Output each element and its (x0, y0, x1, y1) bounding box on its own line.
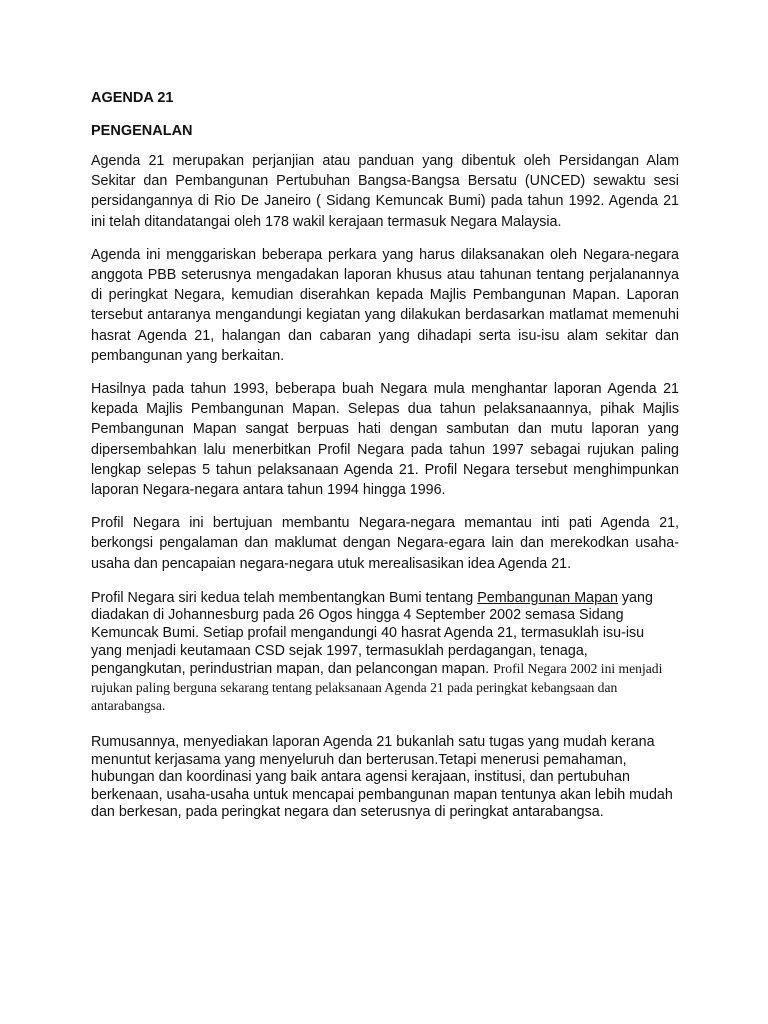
paragraph-5-serif-text: Profil Negara 2002 ini menjadi rujukan paling berguna sekarang tentang pelaksanaan Agenda 21 pada peringkat kebangsaan dan antarabangsa. (91, 661, 663, 714)
paragraph-5-text-middle: yang diadakan di Johannesburg pada 26 Ogos hingga 4 September 2002 semasa Sidang Kemuncak Bumi. Setiap profail mengandungi 40 hasrat Agenda 21, termasuklah isu-isu yang menjadi keutamaan CSD sejak 1997, termasuklah perdagangan, tenaga, pengangkutan, perindustrian mapan, dan pelancongan mapan. (91, 589, 653, 678)
section-heading: PENGENALAN (91, 123, 193, 139)
paragraph-5 (91, 590, 679, 716)
document-page (91, 88, 679, 822)
paragraph-1: Agenda 21 merupakan perjanjian atau panduan yang dibentuk oleh Persidangan Alam Sekitar dan Pembangunan Pertubuhan Bangsa-Bangsa Bersatu (UNCED) sewaktu sesi persidangannya di Rio De Janeiro ( Sidang Kemuncak Bumi) pada tahun 1992. Agenda 21 ini telah ditandatangai oleh 178 wakil kerajaan termasuk Negara Malaysia. (91, 153, 679, 230)
paragraph-2: Agenda ini menggariskan beberapa perkara yang harus dilaksanakan oleh Negara-negara anggota PBB seterusnya mengadakan laporan khusus atau tahunan tentang perjalanannya di peringkat Negara, kemudian diserahkan kepada Majlis Pembangunan Mapan. Laporan tersebut antaranya mengandungi kegiatan yang dilakukan berdasarkan matlamat memenuhi hasrat Agenda 21, halangan dan cabaran yang dihadapi serta isu-isu alam sekitar dan pembangunan yang berkaitan. (91, 246, 679, 364)
paragraph-3: Hasilnya pada tahun 1993, beberapa buah Negara mula menghantar laporan Agenda 21 kepada Majlis Pembangunan Mapan. Selepas dua tahun pelaksanaannya, pihak Majlis Pembangunan Mapan sangat berpuas hati dengan sambutan dan mutu laporan yang dipersembahkan lalu menerbitkan Profil Negara pada tahun 1997 sebagai rujukan paling lengkap selepas 5 tahun pelaksanaan Agenda 21. Profil Negara tersebut menghimpunkan laporan Negara-negara antara tahun 1994 hingga 1996. (91, 381, 679, 499)
document-title: AGENDA 21 (91, 90, 174, 106)
pembangunan-mapan-link[interactable]: Pembangunan Mapan (477, 589, 618, 606)
paragraph-6: Rumusannya, menyediakan laporan Agenda 21 bukanlah satu tugas yang mudah kerana menuntut kerjasama yang menyeluruh dan berterusan.Tetapi menerusi pemahaman, hubungan dan koordinasi yang baik antara agensi kerajaan, institusi, dan pertubuhan berkenaan, usaha-usaha untuk mencapai pembangunan mapan tentunya akan lebih mudah dan berkesan, pada peringkat negara dan seterusnya di peringkat antarabangsa. (91, 734, 673, 821)
paragraph-5-text-start: Profil Negara siri kedua telah membentangkan Bumi tentang (91, 589, 478, 606)
paragraph-4: Profil Negara ini bertujuan membantu Negara-negara memantau inti pati Agenda 21, berkongsi pengalaman dan maklumat dengan Negara-egara lain dan merekodkan usaha-usaha dan pencapaian negara-negara utuk merealisasikan idea Agenda 21. (91, 515, 679, 572)
